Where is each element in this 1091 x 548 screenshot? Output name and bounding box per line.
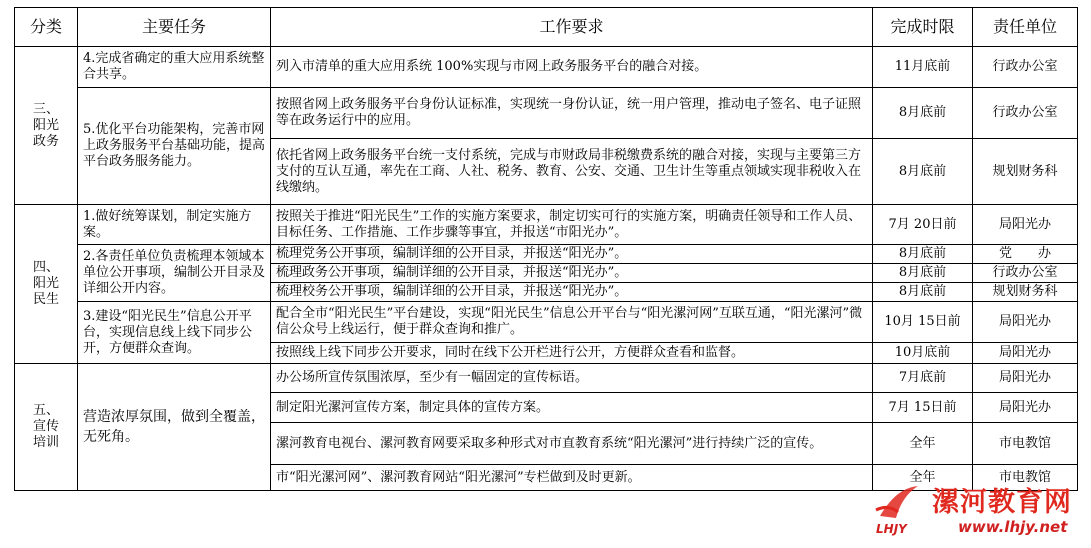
requirement-cell: 办公场所宣传氛围浓厚，至少有一幅固定的宣传标语。 xyxy=(271,364,873,393)
requirement-cell: 配合全市“阳光民生”平台建设，实现“阳光民生”信息公开平台与“阳光漯河网”互联互通，“阳光漯河”微信公众号上线运行，便于群众查询和推广。 xyxy=(271,302,873,343)
deadline-cell: 11月底前 xyxy=(873,47,973,88)
task-table xyxy=(14,7,1078,491)
unit-cell: 局阳光办 xyxy=(973,205,1078,245)
unit-cell: 局阳光办 xyxy=(973,364,1078,393)
category-cell xyxy=(15,364,78,491)
lhjy-logo-icon xyxy=(874,482,922,522)
requirement-cell: 按照省网上政务服务平台身份认证标准，实现统一身份认证，统一用户管理，推动电子签名、电子证照等在政务运行中的应用。 xyxy=(271,88,873,139)
watermark-url: www.lhjy.net xyxy=(958,518,1068,536)
unit-cell: 市电教馆 xyxy=(973,423,1078,465)
table-row xyxy=(15,364,1078,393)
table-header-row xyxy=(15,8,1078,47)
task-cell: 4.完成省确定的重大应用系统整合共享。 xyxy=(78,47,271,88)
deadline-cell: 8月底前 xyxy=(873,245,973,264)
unit-cell: 党 办 xyxy=(973,245,1078,264)
category-cell xyxy=(15,205,78,364)
deadline-cell: 全年 xyxy=(873,465,973,491)
task-cell: 营造浓厚氛围，做到全覆盖，无死角。 xyxy=(78,364,271,491)
category-label: 四、 阳光 民生 xyxy=(32,260,59,307)
deadline-cell: 10月底前 xyxy=(873,343,973,364)
requirement-cell: 按照线上线下同步公开要求，同时在线下公开栏进行公开，方便群众查看和监督。 xyxy=(271,343,873,364)
unit-cell: 局阳光办 xyxy=(973,302,1078,343)
deadline-cell: 全年 xyxy=(873,423,973,465)
header-requirement: 工作要求 xyxy=(271,8,873,47)
deadline-cell: 8月底前 xyxy=(873,283,973,302)
requirement-cell: 制定阳光漯河宣传方案，制定具体的宣传方案。 xyxy=(271,393,873,423)
table-row xyxy=(15,88,1078,139)
requirement-cell: 漯河教育电视台、漯河教育网要采取多种形式对市直教育系统“阳光漯河”进行持续广泛的宣传。 xyxy=(271,423,873,465)
requirement-cell: 梳理政务公开事项，编制详细的公开目录，并报送“阳光办”。 xyxy=(271,264,873,283)
category-label: 五、 宣传 培训 xyxy=(32,403,59,450)
unit-cell: 局阳光办 xyxy=(973,393,1078,423)
watermark-subtitle: LHJY xyxy=(876,522,907,536)
header-unit: 责任单位 xyxy=(973,8,1078,47)
unit-cell: 市电教馆 xyxy=(973,465,1078,491)
task-cell: 1.做好统筹谋划，制定实施方案。 xyxy=(78,205,271,245)
unit-cell: 行政办公室 xyxy=(973,264,1078,283)
unit-cell: 规划财务科 xyxy=(973,283,1078,302)
requirement-cell: 梳理校务公开事项，编制详细的公开目录，并报送“阳光办”。 xyxy=(271,283,873,302)
requirement-cell: 按照关于推进“阳光民生”工作的实施方案要求，制定切实可行的实施方案，明确责任领导和工作人员、目标任务、工作措施、工作步骤等事宜，并报送“市阳光办”。 xyxy=(271,205,873,245)
requirement-cell: 梳理党务公开事项，编制详细的公开目录，并报送“阳光办”。 xyxy=(271,245,873,264)
header-category: 分类 xyxy=(15,8,78,47)
unit-cell: 行政办公室 xyxy=(973,88,1078,139)
task-cell: 5.优化平台功能架构，完善市网上政务服务平台基础功能，提高平台政务服务能力。 xyxy=(78,88,271,205)
header-task: 主要任务 xyxy=(78,8,271,47)
deadline-cell: 7月 15日前 xyxy=(873,393,973,423)
table-row xyxy=(15,245,1078,264)
table-row xyxy=(15,47,1078,88)
table-row xyxy=(15,205,1078,245)
unit-cell: 规划财务科 xyxy=(973,139,1078,205)
unit-cell: 行政办公室 xyxy=(973,47,1078,88)
deadline-cell: 8月底前 xyxy=(873,139,973,205)
task-cell: 2.各责任单位负责梳理本领域本单位公开事项，编制公开目录及详细公开内容。 xyxy=(78,245,271,302)
category-label: 三、 阳光 政务 xyxy=(32,101,59,149)
deadline-cell: 8月底前 xyxy=(873,264,973,283)
deadline-cell: 10月 15日前 xyxy=(873,302,973,343)
table-row xyxy=(15,302,1078,343)
site-watermark xyxy=(866,478,1088,544)
requirement-cell: 列入市清单的重大应用系统 100%实现与市网上政务服务平台的融合对接。 xyxy=(271,47,873,88)
deadline-cell: 8月底前 xyxy=(873,88,973,139)
task-cell: 3.建设“阳光民生”信息公开平台，实现信息线上线下同步公开，方便群众查询。 xyxy=(78,302,271,364)
deadline-cell: 7月底前 xyxy=(873,364,973,393)
requirement-cell: 依托省网上政务服务平台统一支付系统，完成与市财政局非税缴费系统的融合对接，实现与主要第三方支付的互认互通，率先在工商、人社、税务、教育、公安、交通、卫生计生等重点领域实现非税收入在线缴纳。 xyxy=(271,139,873,205)
watermark-title: 漯河教育网 xyxy=(932,487,1072,518)
requirement-cell: 市“阳光漯河网”、漯河教育网站“阳光漯河”专栏做到及时更新。 xyxy=(271,465,873,491)
header-deadline: 完成时限 xyxy=(873,8,973,47)
deadline-cell: 7月 20日前 xyxy=(873,205,973,245)
category-cell xyxy=(15,47,78,205)
unit-cell: 局阳光办 xyxy=(973,343,1078,364)
